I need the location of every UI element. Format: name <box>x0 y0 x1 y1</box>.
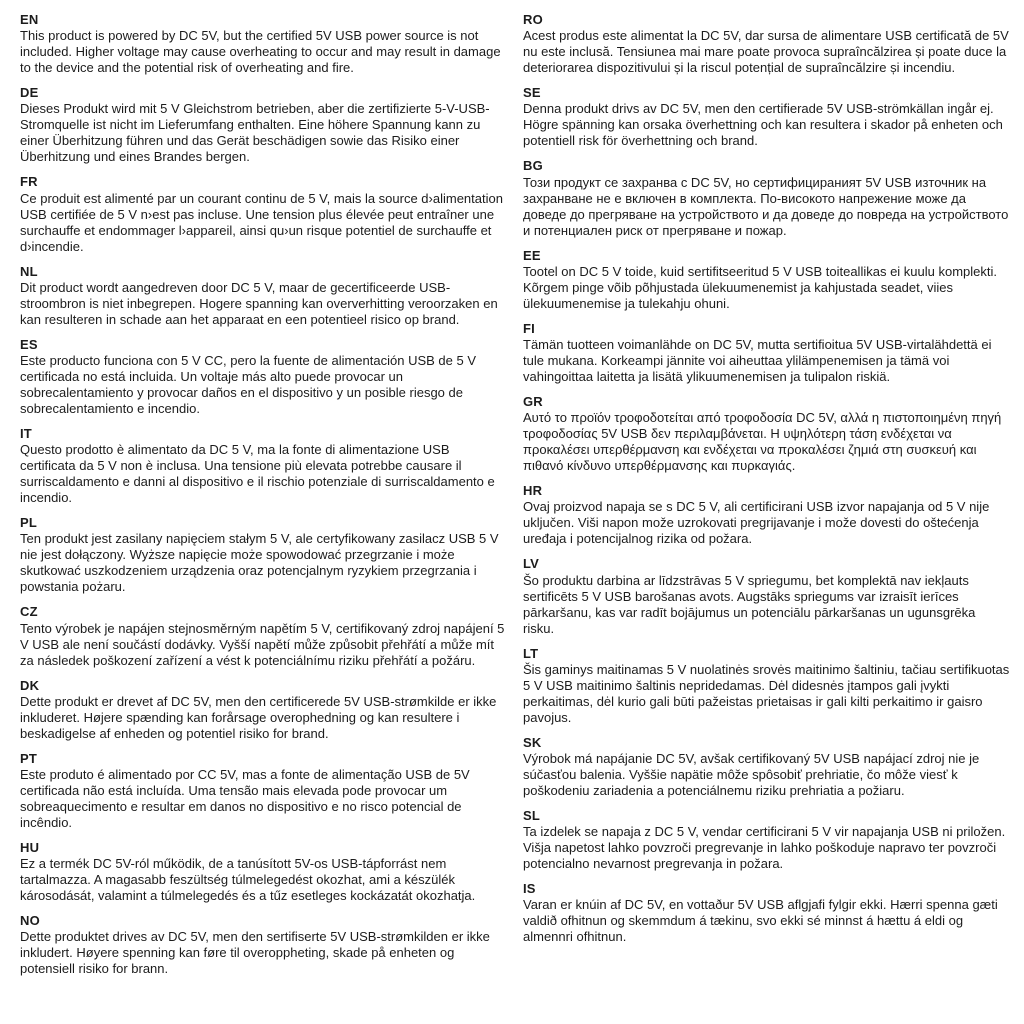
language-code: FI <box>523 320 535 336</box>
warning-text: This product is powered by DC 5V, but the certified 5V USB power source is not included. Higher voltage may cause overheating to occur and may result in damage to the device and the potential risk of overheating and fire. <box>20 28 501 76</box>
warning-text: Този продукт се захранва с DC 5V, но сертифицираният 5V USB източник на захранване не е включен в комплекта. По-високото напрежение може да доведе до прегряване на устройството и да доведе до повреда на устройството и потенциален риск от прегряване и пожар. <box>523 174 1009 238</box>
language-code: DE <box>20 85 39 101</box>
right-column <box>523 12 1010 1014</box>
warning-text: Šis gaminys maitinamas 5 V nuolatinės srovės maitinimo šaltiniu, tačiau sertifikuotas 5 V USB maitinimo šaltinis nepridedamas. Dėl didesnės įtampos gali įvykti perkaitimas, dėl kurio gali būti pažeistas prietaisas ir gali kilti perkaitimo ir gaisro pavojus. <box>523 661 1010 725</box>
language-code: FR <box>20 174 38 190</box>
section-bg <box>523 158 1010 238</box>
warning-text: Dette produkt er drevet af DC 5V, men den certificerede 5V USB-strømkilde er ikke inkluderet. Højere spænding kan forårsage overophedning og kan resultere i beskadigelse af enheden og potentiel risiko for brand. <box>20 693 497 741</box>
section-sl <box>523 808 1010 872</box>
warning-text: Dit product wordt aangedreven door DC 5 V, maar de gecertificeerde USB-stroombron is niet inbegrepen. Hogere spanning kan oververhitting veroorzaken en kan resulteren in schade aan het apparaat en een potentieel risico op brand. <box>20 279 498 327</box>
language-code: ES <box>20 336 38 352</box>
language-code: CZ <box>20 604 38 620</box>
section-it <box>20 426 507 506</box>
language-code: HU <box>20 839 40 855</box>
section-nl <box>20 264 507 328</box>
warning-text: Dette produktet drives av DC 5V, men den sertifiserte 5V USB-strømkilden er ikke inkludert. Høyere spenning kan føre til overoppheting, skade på enheten og potensiell risiko for brann. <box>20 929 490 977</box>
warning-text: Ez a termék DC 5V-ról működik, de a tanúsított 5V-os USB-tápforrást nem tartalmazza. A magasabb feszültség túlmelegedést okozhat, ami a készülék károsodását, valamint a túlmelegedés és a tűz esetleges kockázatát okozhatja. <box>20 856 476 904</box>
section-ee <box>523 248 1010 312</box>
warning-text: Dieses Produkt wird mit 5 V Gleichstrom betrieben, aber die zertifizierte 5-V-USB-Stromquelle ist nicht im Lieferumfang enthalten. Eine höhere Spannung kann zu einer Überhitzung führen und das Gerät beschädigen sowie das Risiko einer Überhitzung und eines Brandes bergen. <box>20 101 490 165</box>
warning-text: Tootel on DC 5 V toide, kuid sertifitseeritud 5 V USB toiteallikas ei kuulu komplekti. Kõrgem pinge võib põhjustada ülekuumenemist ja kahjustada seadet, viies ülekuumenemise ja tulekahju ohuni. <box>523 263 998 311</box>
warning-text: Denna produkt drivs av DC 5V, men den certifierade 5V USB-strömkällan ingår ej. Högre spänning kan orsaka överhettning och kan resultera i skador på enheten och potentiell risk för överhettning och brand. <box>523 101 1003 149</box>
section-hr <box>523 483 1010 547</box>
section-sk <box>523 735 1010 799</box>
left-column <box>20 12 507 1014</box>
language-code: SE <box>523 85 541 101</box>
warning-text: Ta izdelek se napaja z DC 5 V, vendar certificirani 5 V vir napajanja USB ni priložen. Višja napetost lahko povzroči pregrevanje in lahko poškoduje napravo ter povzroči potencialno nevarnost pregrevanja in požara. <box>523 824 1006 872</box>
warning-text: Tento výrobek je napájen stejnosměrným napětím 5 V, certifikovaný zdroj napájení 5 V USB ale není součástí dodávky. Vyšší napětí může způsobit přehřátí a může mít za následek poškození zařízení a vést k potenciálnímu riziku přehřátí a požáru. <box>20 620 505 668</box>
section-pt <box>20 751 507 831</box>
section-se <box>523 85 1010 149</box>
section-dk <box>20 678 507 742</box>
section-ro <box>523 12 1010 76</box>
language-code: NL <box>20 263 38 279</box>
language-code: GR <box>523 394 543 409</box>
warning-text: Výrobok má napájanie DC 5V, avšak certifikovaný 5V USB napájací zdroj nie je súčasťou balenia. Vyššie napätie môže spôsobiť prehriatie, čo môže viesť k poškodeniu zariadenia a potenciálnemu riziku prehriatia a požiaru. <box>523 751 980 798</box>
section-fi <box>523 321 1010 385</box>
section-lt <box>523 646 1010 726</box>
warning-text: Varan er knúin af DC 5V, en vottaður 5V USB aflgjafi fylgir ekki. Hærri spenna gæti valdið ofhitnun og skemmdum á tækinu, svo ekki sé minnst á hættu á eldi og almennri ofhitnun. <box>523 897 998 945</box>
language-code: NO <box>20 913 40 929</box>
language-code: DK <box>20 677 40 693</box>
language-code: EE <box>523 247 541 263</box>
language-code: IT <box>20 425 32 441</box>
language-code: LT <box>523 645 539 661</box>
language-code: SL <box>523 807 541 823</box>
warning-text: Šo produktu darbina ar līdzstrāvas 5 V spriegumu, bet komplektā nav iekļauts sertificēts 5 V USB barošanas avots. Augstāks spriegums var izraisīt ierīces pārkaršanu, kas var radīt bojājumus un potenciālu pārkaršanas un ugunsgrēka risku. <box>523 572 976 636</box>
warning-text: Este producto funciona con 5 V CC, pero la fuente de alimentación USB de 5 V certificada no está incluida. Un voltaje más alto puede provocar un sobrecalentamiento y provocar daños en el dispositivo y un posible riesgo de sobrecalentamiento e incendio. <box>20 353 476 416</box>
language-code: PL <box>20 515 38 531</box>
section-hu <box>20 840 507 904</box>
section-es <box>20 337 507 417</box>
language-code: SK <box>523 734 542 750</box>
language-code: IS <box>523 881 536 897</box>
language-code: BG <box>523 158 543 174</box>
language-code: EN <box>20 12 39 27</box>
language-code: PT <box>20 750 38 766</box>
section-fr <box>20 174 507 254</box>
section-de <box>20 85 507 165</box>
warning-text: Este produto é alimentado por CC 5V, mas a fonte de alimentação USB de 5V certificada não está incluída. Uma tensão mais elevada pode provocar um sobreaquecimento e resultar em danos no dispositivo e no risco potencial de incêndio. <box>20 767 470 830</box>
warning-text: Ten produkt jest zasilany napięciem stałym 5 V, ale certyfikowany zasilacz USB 5 V nie jest dołączony. Wyższe napięcie może spowodować przegrzanie i może skutkować uszkodzeniem urządzenia oraz potencjalnym ryzykiem przegrzania i powstania pożaru. <box>20 531 499 595</box>
language-code: RO <box>523 12 543 27</box>
warning-text: Αυτό το προϊόν τροφοδοτείται από τροφοδοσία DC 5V, αλλά η πιστοποιημένη πηγή τροφοδοσίας 5V USB δεν περιλαμβάνεται. Η υψηλότερη τάση ενδέχεται να προκαλέσει υπερθέρμανση και ενδέχεται να προκαλέσει ζημιά στη συσκευή και πιθανό κίνδυνο υπερθέρμανσης και πυρκαγιάς. <box>523 410 1002 474</box>
section-cz <box>20 604 507 668</box>
language-code: HR <box>523 483 543 499</box>
warning-text: Ce produit est alimenté par un courant continu de 5 V, mais la source d›alimentation USB certifiée de 5 V n›est pas incluse. Une tension plus élevée peut entraîner une surchauffe et endommager l›appareil, ainsi qu›un risque potentiel de surchauffe et d›incendie. <box>20 190 503 254</box>
warning-text: Tämän tuotteen voimanlähde on DC 5V, mutta sertifioitua 5V USB-virtalähdettä ei tule mukana. Korkeampi jännite voi aiheuttaa ylilämpenemisen ja tämä voi vahingoittaa laitetta ja lisätä ylikuumenemisen ja tulipalon riskiä. <box>523 337 992 385</box>
section-gr <box>523 394 1010 474</box>
warning-text: Questo prodotto è alimentato da DC 5 V, ma la fonte di alimentazione USB certificata da 5 V non è inclusa. Una tensione più elevata potrebbe causare il surriscaldamento e danni al dispositivo e il rischio potenziale di surriscaldamento e incendio. <box>20 442 495 506</box>
section-pl <box>20 515 507 595</box>
section-en <box>20 12 507 76</box>
section-is <box>523 881 1010 945</box>
language-code: LV <box>523 556 540 572</box>
section-lv <box>523 556 1010 636</box>
section-no <box>20 913 507 977</box>
warning-text: Acest produs este alimentat la DC 5V, dar sursa de alimentare USB certificată de 5V nu este inclusă. Tensiunea mai mare poate provoca supraîncălzirea și poate duce la deteriorarea dispozitivului și la riscul potențial de supraîncălzire și incendiu. <box>523 28 1009 76</box>
warning-text: Ovaj proizvod napaja se s DC 5 V, ali certificirani USB izvor napajanja od 5 V nije uključen. Viši napon može uzrokovati pregrijavanje i može dovesti do oštećenja uređaja i potencijalnog rizika od požara. <box>523 499 990 547</box>
